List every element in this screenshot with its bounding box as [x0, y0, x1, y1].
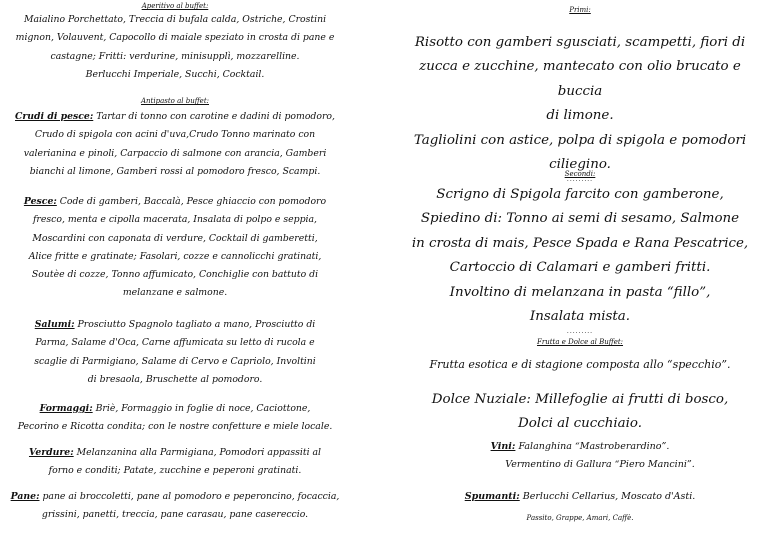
frutta-line: Frutta esotica e di stagione composta allo “specchio”. [429, 358, 731, 371]
salumi-line: Parma, Salame d'Oca, Carne affumicata su letto di rucola e [35, 337, 315, 349]
crudi-line: Crudo di spigola con acini d'uva,Crudo Tonno marinato con [34, 129, 316, 141]
secondi-heading: Secondi: [564, 170, 596, 178]
formaggi-line: Pecorino e Ricotta condita; con le nostre confetture e miele locale. [17, 421, 333, 433]
secondi-line: Scrigno di Spigola farcito con gamberone, [436, 187, 724, 202]
aperitivo-line: mignon, Volauvent, Capocollo di maiale speziato in crosta di pane e [15, 32, 335, 44]
crudi-line [6, 108, 344, 126]
pesce-text: Code di gamberi, Baccalà, Pesce ghiaccio con pomodoro [56, 196, 327, 207]
primi-line: Risotto con gamberi sgusciati, scampetti, fiori di [414, 35, 746, 50]
vini-text: Falanghina “Mastroberardino”. [515, 441, 670, 452]
crudi-section [6, 108, 344, 181]
crudi-label: Crudi di pesce: [15, 111, 94, 122]
verdure-section [6, 444, 344, 481]
verdure-label: Verdure: [28, 447, 74, 458]
verdure-line: forno e conditi; Patate, zucchine e peperoni gratinati. [48, 465, 302, 477]
dolce-line: Dolce Nuziale: Millefoglie ai frutti di bosco, [431, 392, 729, 407]
dolce-line: Dolci al cucchiaio. [517, 416, 643, 432]
secondi-line: Cartoccio di Calamari e gamberi fritti. [449, 260, 711, 276]
aperitivo-line: Maialino Porchettato, Treccia di bufala calda, Ostriche, Crostini [23, 14, 327, 25]
aperitivo-line: Berlucchi Imperiale, Succhi, Cocktail. [85, 68, 265, 80]
secondi-line: in crosta di mais, Pesce Spada e Rana Pescatrice, [411, 235, 749, 251]
salumi-text: Prosciutto Spagnolo tagliato a mano, Prosciutto di [74, 319, 316, 330]
primi-line: Tagliolini con astice, polpa di spigola e pomodori [413, 132, 747, 148]
spumanti-line [398, 488, 762, 506]
formaggi-label: Formaggi: [39, 403, 93, 414]
antipasto-heading: Antipasto al buffet: [140, 97, 209, 105]
frutta-heading: Frutta e Dolce al Buffet: [536, 338, 624, 346]
salumi-line [6, 316, 344, 334]
vini-label: Vini: [490, 441, 516, 452]
separator-dots: ......... [566, 176, 594, 184]
pane-line: grissini, panetti, treccia, pane carasau, pane casereccio. [41, 509, 309, 521]
verdure-line [6, 444, 344, 462]
formaggi-line [6, 400, 344, 418]
aperitivo-line: castagne; Fritti: verdurine, minisupplì, mozzarelline. [50, 50, 300, 62]
salumi-line: di bresaola, Bruschette al pomodoro. [87, 373, 263, 385]
crudi-line: bianchi al limone, Gamberi rossi al pomodoro fresco, Scampi. [29, 165, 321, 177]
spumanti-text: Berlucchi Cellarius, Moscato d'Asti. [519, 491, 696, 502]
pesce-line: melanzane e salmone. [122, 287, 228, 299]
crudi-line: valerianina e pinoli, Carpaccio di salmone con arancia, Gamberi [23, 147, 327, 159]
vini-line: Vermentino di Gallura “Piero Mancini”. [505, 459, 695, 470]
primi-heading: Primi: [569, 6, 591, 14]
formaggi-section [6, 400, 344, 437]
secondi-line: Insalata mista. [529, 309, 631, 325]
pesce-line: Moscardini con caponata di verdure, Cocktail di gamberetti, [32, 232, 318, 244]
pesce-line [6, 193, 344, 211]
primi-line: zucca e zucchine, mantecato con olio brucato e buccia [419, 59, 741, 99]
pane-text: pane ai broccoletti, pane al pomodoro e peperoncino, focaccia, [39, 491, 340, 502]
secondi-section [398, 170, 762, 335]
separator-dots: ......... [566, 328, 594, 336]
secondi-line: Spiedino di: Tonno ai semi di sesamo, Salmone [420, 211, 740, 227]
antipasto-section [6, 97, 344, 106]
pesce-section [6, 193, 344, 303]
pane-label: Pane: [10, 491, 40, 502]
extra-section [398, 512, 762, 524]
salumi-section [6, 316, 344, 389]
secondi-line: Involtino di melanzana in pasta “fillo”, [449, 284, 711, 300]
primi-section [398, 6, 762, 183]
primi-line: ciliegino. [549, 157, 611, 173]
vini-line [398, 438, 762, 456]
spumanti-label: Spumanti: [464, 491, 520, 502]
pesce-line: fresco, menta e cipolla macerata, Insalata di polpo e seppia, [32, 214, 318, 226]
pesce-line: Alice fritte e gratinate; Fasolari, cozze e cannolicchi gratinati, [28, 250, 322, 262]
pane-section [6, 488, 344, 525]
salumi-label: Salumi: [34, 319, 75, 330]
verdure-text: Melanzanina alla Parmigiana, Pomodori appassiti al [73, 447, 322, 458]
aperitivo-heading: Aperitivo al buffet: [141, 2, 209, 10]
pesce-line: Soutèe di cozze, Tonno affumicato, Conchiglie con battuto di [31, 269, 319, 281]
spumanti-section [398, 488, 762, 506]
vini-section [398, 438, 762, 474]
pesce-label: Pesce: [23, 196, 57, 207]
pane-line [6, 488, 344, 506]
aperitivo-section [6, 2, 344, 84]
frutta-section [398, 338, 762, 375]
salumi-line: scaglie di Parmigiano, Salame di Cervo e Capriolo, Involtini [34, 355, 316, 367]
primi-line: di limone. [546, 108, 614, 124]
crudi-text: Tartar di tonno con carotine e dadini di pomodoro, [93, 111, 335, 122]
dolce-section [398, 388, 762, 437]
formaggi-text: Briè, Formaggio in foglie di noce, Caciottone, [92, 403, 311, 414]
extra-line: Passito, Grappe, Amari, Caffè. [526, 514, 634, 522]
